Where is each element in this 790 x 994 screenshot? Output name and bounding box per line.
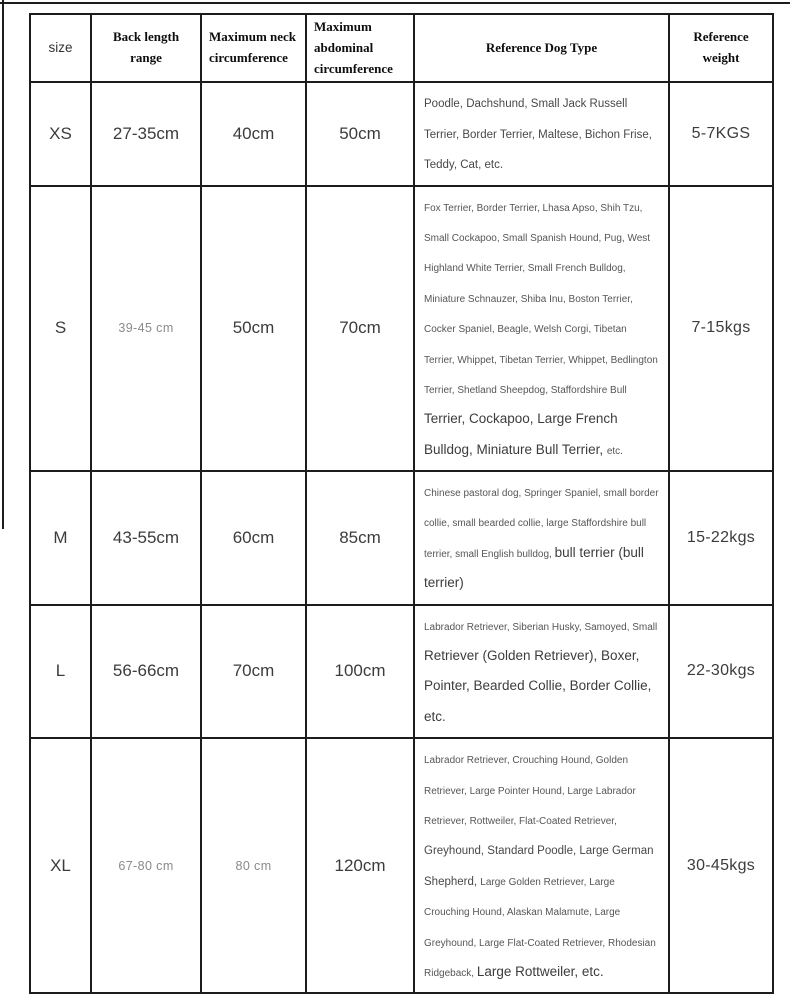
cell-back-length [91, 186, 201, 472]
cell-abdominal-circumference [306, 471, 414, 605]
dog-type-text: Large Golden Retriever, Large Crouching Hound, Alaskan Malamute, Large Greyhound, Large Flat-Coated Retriever, Rhodesian Ridgeback, [424, 876, 656, 979]
cell-size: XL [30, 738, 91, 993]
cell-back-length-value: 56-66cm [112, 661, 180, 681]
header-neck: Maximum neck circumference [201, 14, 306, 82]
cell-back-length [91, 738, 201, 993]
cell-abdominal-circumference-value: 85cm [339, 527, 381, 547]
dog-type-text: Terrier, Cockapoo, Large French Bulldog, Miniature Bull Terrier, [424, 411, 618, 457]
cell-back-length [91, 605, 201, 739]
table-row-l [30, 605, 773, 739]
cell-reference-weight: 30-45kgs [669, 738, 773, 993]
cell-neck-circumference-value: 60cm [232, 527, 275, 547]
cell-back-length-value: 43-55cm [112, 527, 180, 547]
cell-neck-circumference-value: 70cm [232, 661, 275, 681]
header-abdominal: Maximum abdominal circumference [306, 14, 414, 82]
dog-type-text: Labrador Retriever, Crouching Hound, Golden Retriever, Large Pointer Hound, Large Labrador Retriever, Rottweiler, Flat-Coated Retriever, [424, 755, 636, 827]
cell-reference-dog-type [414, 605, 669, 739]
cell-reference-dog-type [414, 186, 669, 472]
cell-size: S [30, 186, 91, 472]
size-chart-table [29, 13, 774, 994]
header-dog-type: Reference Dog Type [414, 14, 669, 82]
cell-reference-weight: 22-30kgs [669, 605, 773, 739]
dog-type-text: Fox Terrier, Border Terrier, Lhasa Apso, Shih Tzu, Small Cockapoo, Small Spanish Hound, Pug, West Highland White Terrier, Small French Bulldog, Miniature Schnauzer, Shiba Inu, Boston Terrier, Cocker Spaniel, Beagle, Welsh Corgi, Tibetan Terrier, Whippet, Tibetan Terrier, Whippet, Bedlington Terrier, Shetland Sheepdog, Staffordshire Bull [424, 202, 658, 396]
cell-abdominal-circumference [306, 82, 414, 185]
cell-abdominal-circumference-value: 120cm [334, 855, 386, 875]
cell-abdominal-circumference-value: 50cm [339, 123, 381, 143]
dog-type-text: Chinese pastoral dog, Springer Spaniel, small border collie, small bearded collie, large Staffordshire bull terrier, small English bulldog, [424, 488, 659, 560]
table-row-s [30, 186, 773, 472]
cell-reference-weight: 5-7KGS [669, 82, 773, 185]
dog-type-text: Poodle, Dachshund, Small Jack Russell Terrier, Border Terrier, Maltese, Bichon Frise, Teddy, Cat, etc. [424, 98, 652, 172]
cell-back-length-value: 67-80 cm [118, 858, 174, 873]
cell-reference-weight: 7-15kgs [669, 186, 773, 472]
dog-type-text: Large Rottweiler, etc. [476, 963, 604, 979]
cell-neck-circumference-value: 40cm [232, 123, 275, 143]
header-back-length: Back length range [91, 14, 201, 82]
cell-back-length-value: 39-45 cm [118, 321, 174, 336]
cell-neck-circumference-value: 80 cm [235, 858, 272, 873]
cell-reference-dog-type [414, 471, 669, 605]
dog-type-text: Greyhound, Standard Poodle, Large German Shepherd, [424, 845, 654, 888]
cell-neck-circumference-value: 50cm [232, 318, 275, 338]
cell-back-length [91, 471, 201, 605]
header-weight: Reference weight [669, 14, 773, 82]
cell-neck-circumference [201, 605, 306, 739]
table-row-xl [30, 738, 773, 993]
dog-type-text: bull terrier (bull terrier) [424, 544, 644, 591]
cell-reference-weight: 15-22kgs [669, 471, 773, 605]
cell-neck-circumference [201, 471, 306, 605]
cell-abdominal-circumference [306, 738, 414, 993]
dog-type-text: Retriever (Golden Retriever), Boxer, Pointer, Bearded Collie, Border Collie, etc. [424, 648, 652, 724]
dog-type-text: Labrador Retriever, Siberian Husky, Samoyed, Small [424, 621, 658, 633]
cell-abdominal-circumference [306, 186, 414, 472]
cell-size: M [30, 471, 91, 605]
table-body [30, 82, 773, 993]
cell-neck-circumference [201, 82, 306, 185]
cell-reference-dog-type [414, 82, 669, 185]
cell-reference-dog-type [414, 738, 669, 993]
cell-neck-circumference [201, 738, 306, 993]
cell-back-length [91, 82, 201, 185]
cell-neck-circumference [201, 186, 306, 472]
dog-type-text: etc. [606, 445, 623, 457]
header-row [30, 14, 773, 82]
cell-abdominal-circumference-value: 100cm [334, 661, 386, 681]
table-row-m [30, 471, 773, 605]
table-row-xs [30, 82, 773, 185]
cell-back-length-value: 27-35cm [112, 123, 180, 143]
cell-abdominal-circumference [306, 605, 414, 739]
frame-line-top [0, 2, 790, 4]
cell-size: XS [30, 82, 91, 185]
frame-line-left [2, 0, 4, 529]
cell-abdominal-circumference-value: 70cm [339, 318, 381, 338]
header-size: size [30, 14, 91, 82]
cell-size: L [30, 605, 91, 739]
